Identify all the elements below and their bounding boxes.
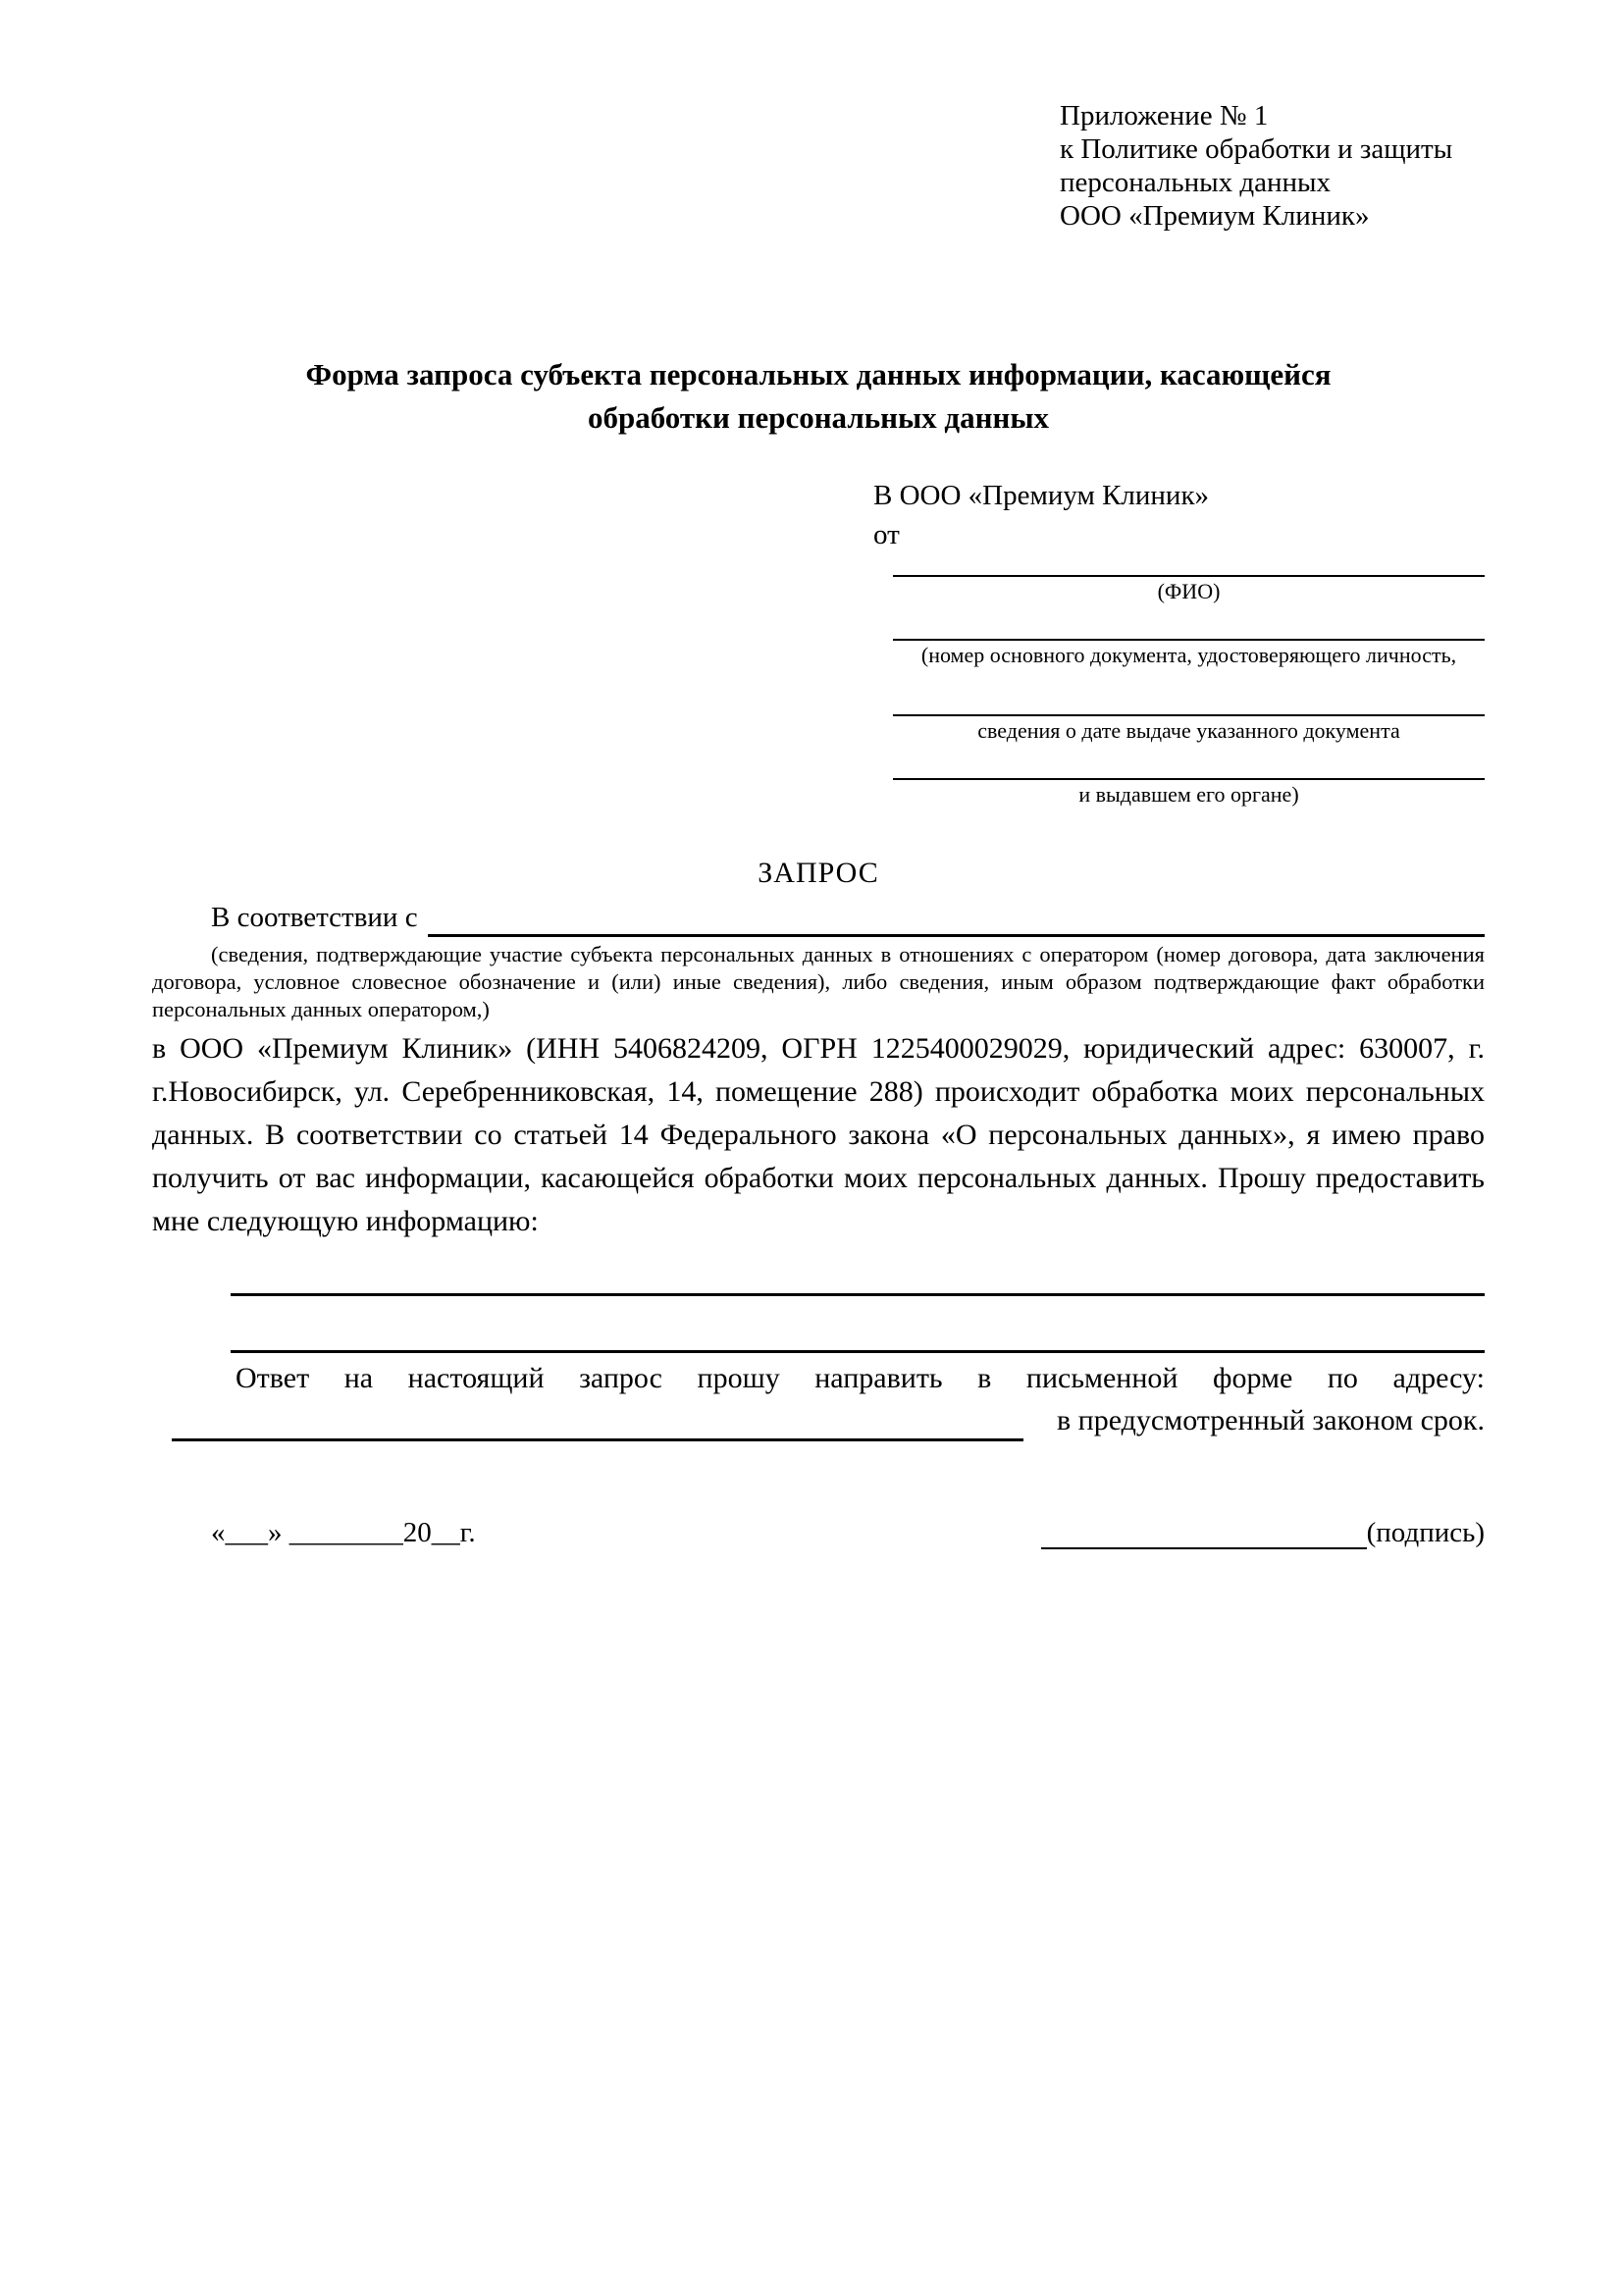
appendix-header-line: персональных данных bbox=[1060, 166, 1332, 198]
issue-date-blank-line bbox=[893, 691, 1485, 716]
footer-row bbox=[152, 1514, 1485, 1549]
address-blank-line bbox=[172, 1402, 1023, 1441]
issuing-authority-caption: и выдавшем его органе) bbox=[1078, 781, 1299, 807]
request-body: в ООО «Премиум Клиник» (ИНН 5406824209, ОГРН 1225400029029, юридический адрес: 630007, г. г.Новосибирск, ул. Серебренниковская, 14, помещение 288) происходит обработка моих персональных данных. В соответствии со статьей 14 Федерального закона «О персональных данных», я имею право получить от вас информации, касающейся обработки моих персональных данных. Прошу предоставить мне следующую информацию: bbox=[152, 1031, 1485, 1238]
date-field: «___» ________20__г. bbox=[211, 1517, 476, 1549]
issue-date-caption: сведения о дате выдаче указанного документа bbox=[977, 717, 1400, 743]
accordance-fine-print: (сведения, подтверждающие участие субъекта персональных данных в отношениях с оператором (номер договора, дата заключения договора, условное словесное обозначение и (или) иные сведения), либо сведения, иным образом подтверждающие факт обработки персональных данных оператором,) bbox=[152, 942, 1485, 1021]
issuing-authority-blank-line bbox=[893, 755, 1485, 780]
answer-suffix: в предусмотренный законом срок. bbox=[1057, 1404, 1485, 1437]
addressee-to: В ООО «Премиум Клиник» bbox=[873, 479, 1210, 511]
addressee-from: от bbox=[873, 518, 900, 550]
appendix-header-line: ООО «Премиум Клиник» bbox=[1060, 199, 1370, 232]
document-number-blank-line bbox=[893, 615, 1485, 641]
accordance-prefix: В соответствии с bbox=[211, 902, 418, 934]
answer-address-row bbox=[172, 1400, 1485, 1441]
accordance-blank-line bbox=[428, 906, 1485, 937]
request-heading: ЗАПРОС bbox=[758, 857, 879, 890]
info-blank-line-1 bbox=[231, 1253, 1485, 1296]
fio-blank-line bbox=[893, 551, 1485, 577]
info-blank-line-2 bbox=[231, 1310, 1485, 1353]
document-content bbox=[0, 100, 1623, 1549]
appendix-header-line: к Политике обработки и защиты bbox=[1060, 132, 1453, 165]
signature-caption: (подпись) bbox=[1366, 1517, 1485, 1549]
addressee-block bbox=[873, 479, 1485, 809]
appendix-header-line: Приложение № 1 bbox=[1060, 100, 1269, 131]
form-title: Форма запроса субъекта персональных данных информации, касающейся обработки персональных данных bbox=[305, 356, 1332, 435]
accordance-line bbox=[152, 900, 1485, 937]
document-number-caption: (номер основного документа, удостоверяющего личность, bbox=[920, 642, 1457, 667]
fio-caption: (ФИО) bbox=[1157, 579, 1221, 604]
signature-group bbox=[1041, 1514, 1485, 1549]
appendix-header bbox=[1060, 100, 1485, 234]
answer-sentence: Ответ на настоящий запрос прошу направить в письменной форме по адресу: bbox=[236, 1362, 1485, 1395]
signature-blank-line bbox=[1041, 1514, 1367, 1549]
